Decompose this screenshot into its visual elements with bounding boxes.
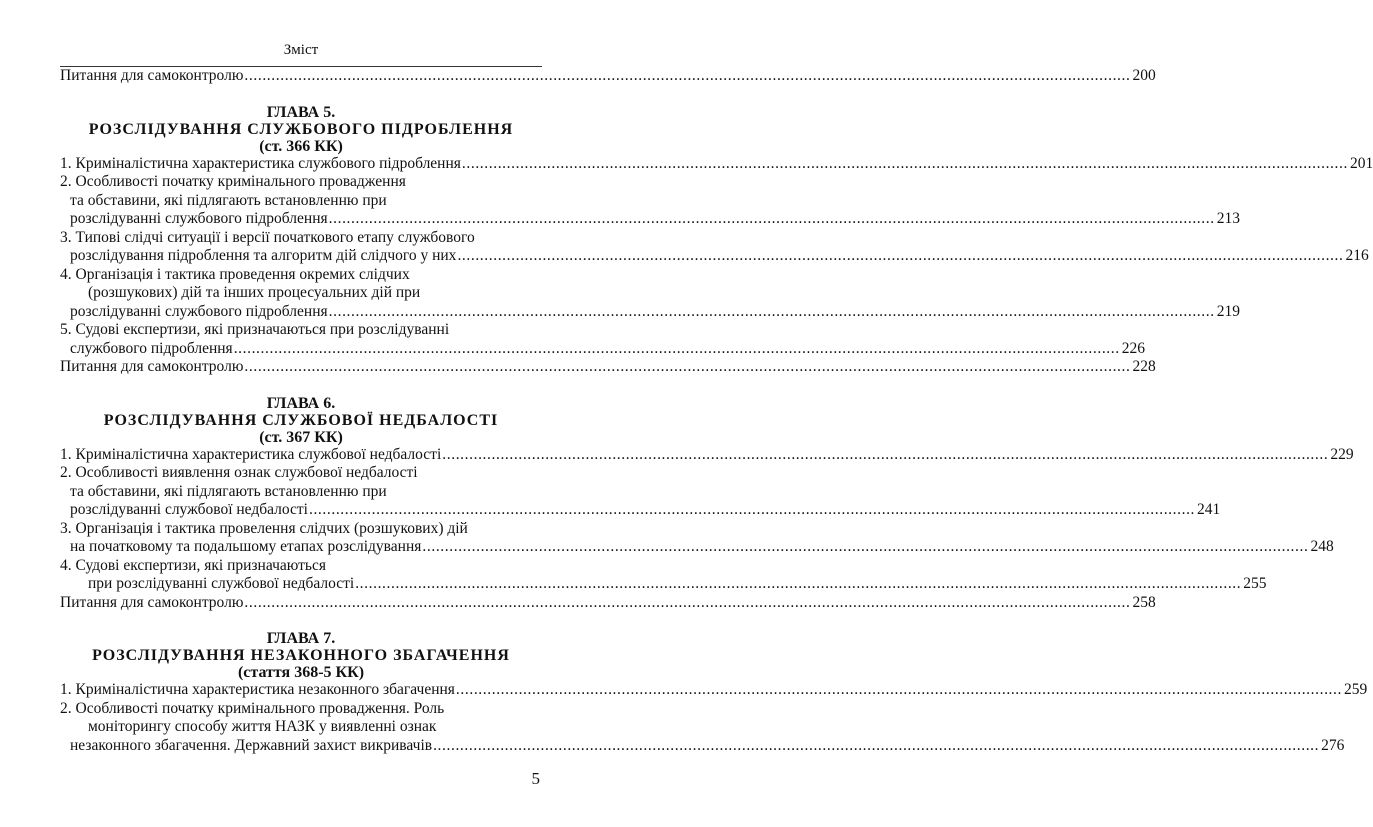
toc-page-number: 276: [1321, 736, 1345, 754]
toc-page-number: 201: [1349, 154, 1373, 172]
toc-page-number: 216: [1345, 247, 1369, 264]
toc-entry[interactable]: [60, 445, 1354, 465]
dot-leader: [355, 575, 1241, 594]
toc-page-number: 248: [1310, 538, 1334, 555]
dot-leader: [244, 67, 1130, 86]
chapter-name: РОЗСЛІДУВАННЯ СЛУЖБОВОГО ПІДРОБЛЕННЯ: [88, 120, 514, 138]
page-number: 5: [531, 769, 540, 788]
dot-leader: [456, 681, 1342, 700]
chapter-number: ГЛАВА 6.: [266, 394, 336, 412]
toc-entry-text[interactable]: 2. Особливості початку кримінального провадження. Роль: [60, 699, 445, 717]
dot-leader: [433, 737, 1319, 756]
dot-leader: [329, 210, 1215, 229]
toc-entry-text: 1. Криміналістична характеристика службового підроблення: [60, 154, 461, 172]
toc-entry-text[interactable]: 2. Особливості початку кримінального провадження: [60, 173, 406, 190]
toc-entry-text[interactable]: моніторингу способу життя НАЗК у виявленні ознак: [88, 718, 437, 735]
toc-page-number: 255: [1243, 575, 1267, 592]
toc-entry-text[interactable]: та обставини, які підлягають встановленню при: [70, 482, 387, 500]
chapter-number: ГЛАВА 5.: [266, 103, 336, 121]
dot-leader: [422, 538, 1308, 557]
chapter-heading: [60, 630, 542, 681]
toc-entry-text: розслідуванні службової недбалості: [70, 501, 308, 518]
toc-entry-text: незаконного збагачення. Державний захист викривачів: [70, 736, 433, 754]
toc-entry-text: розслідуванні службового підроблення: [70, 302, 328, 320]
dot-leader: [309, 501, 1195, 520]
toc-entry-text[interactable]: 3. Типові слідчі ситуації і версії початкового етапу службового: [60, 228, 475, 246]
toc-entry-text: службового підроблення: [70, 339, 233, 357]
chapter-number: ГЛАВА 7.: [266, 630, 336, 647]
spacer: [60, 86, 542, 104]
toc-entry[interactable]: [60, 501, 1221, 520]
toc-page-number: 258: [1132, 593, 1156, 611]
spacer: [60, 612, 542, 630]
toc-entry-text: на початковому та подальшому етапах розслідування: [70, 538, 422, 555]
toc-entry-text: розслідуванні службового підроблення: [70, 210, 328, 227]
toc-entry-text: 1. Криміналістична характеристика незаконного збагачення: [60, 681, 455, 698]
toc-page-number: 229: [1330, 445, 1354, 463]
toc-entry[interactable]: [60, 681, 1368, 700]
chapter-law-ref: (ст. 367 КК): [259, 428, 343, 446]
toc-entry[interactable]: [60, 154, 1373, 174]
toc-entry[interactable]: [60, 575, 1267, 594]
toc-entry[interactable]: [60, 67, 1156, 86]
toc-entry-text: Питання для самоконтролю: [60, 67, 244, 84]
chapter-law-ref: (стаття 368-5 КК): [237, 664, 365, 681]
toc-entry[interactable]: [60, 358, 1156, 377]
dot-leader: [457, 247, 1343, 266]
chapter-heading: [60, 104, 542, 155]
dot-leader: [462, 155, 1348, 174]
toc-entry[interactable]: [60, 247, 1369, 266]
chapter-heading: [60, 395, 542, 446]
dot-leader: [244, 358, 1130, 377]
toc-entry[interactable]: [60, 339, 1145, 359]
toc-entry-text[interactable]: та обставини, які підлягають встановленню при: [70, 191, 387, 209]
toc-page-number: 219: [1216, 302, 1240, 320]
toc-entry-text: 1. Криміналістична характеристика службової недбалості: [60, 445, 442, 463]
toc-entry-text: при розслідуванні службової недбалості: [88, 575, 355, 592]
toc-entry[interactable]: [60, 538, 1334, 557]
toc-entry[interactable]: [60, 302, 1240, 322]
chapter-name: РОЗСЛІДУВАННЯ НЕЗАКОННОГО ЗБАГАЧЕННЯ: [92, 647, 510, 664]
toc-entry[interactable]: [60, 210, 1240, 229]
toc-entry-text: Питання для самоконтролю: [60, 593, 244, 611]
toc-page-number: 200: [1132, 67, 1156, 84]
toc-entry-text: Питання для самоконтролю: [60, 358, 244, 375]
dot-leader: [329, 303, 1215, 322]
running-header: Зміст: [283, 42, 319, 58]
toc-entry-text: розслідування підроблення та алгоритм дій слідчого у них: [70, 247, 457, 264]
dot-leader: [244, 594, 1130, 613]
toc-entry-text[interactable]: 4. Судові експертизи, які призначаються: [60, 556, 326, 574]
chapter-name: РОЗСЛІДУВАННЯ СЛУЖБОВОЇ НЕДБАЛОСТІ: [103, 411, 499, 429]
toc-entry[interactable]: [60, 593, 1156, 613]
toc-page-number: 213: [1216, 210, 1240, 227]
toc-entry-text[interactable]: 4. Організація і тактика проведення окремих слідчих: [60, 265, 410, 283]
toc-entry[interactable]: [60, 736, 1345, 756]
chapter-law-ref: (ст. 366 КК): [259, 137, 343, 155]
toc-entry-text[interactable]: 3. Організація і тактика провелення слідчих (розшукових) дій: [60, 519, 468, 537]
toc-page-number: 259: [1343, 681, 1368, 698]
toc-entry-text[interactable]: 5. Судові експертизи, які призначаються при розслідуванні: [60, 321, 450, 338]
toc-entry-text[interactable]: (розшукових) дій та інших процесуальних дій при: [88, 284, 421, 301]
dot-leader: [442, 446, 1328, 465]
toc-page-number: 228: [1132, 358, 1156, 375]
toc-page-number: 241: [1197, 501, 1221, 518]
toc-content: [60, 67, 1373, 755]
toc-page-number: 226: [1121, 339, 1145, 357]
dot-leader: [234, 340, 1120, 359]
toc-entry-text[interactable]: 2. Особливості виявлення ознак службової недбалості: [60, 464, 418, 481]
spacer: [60, 377, 542, 395]
